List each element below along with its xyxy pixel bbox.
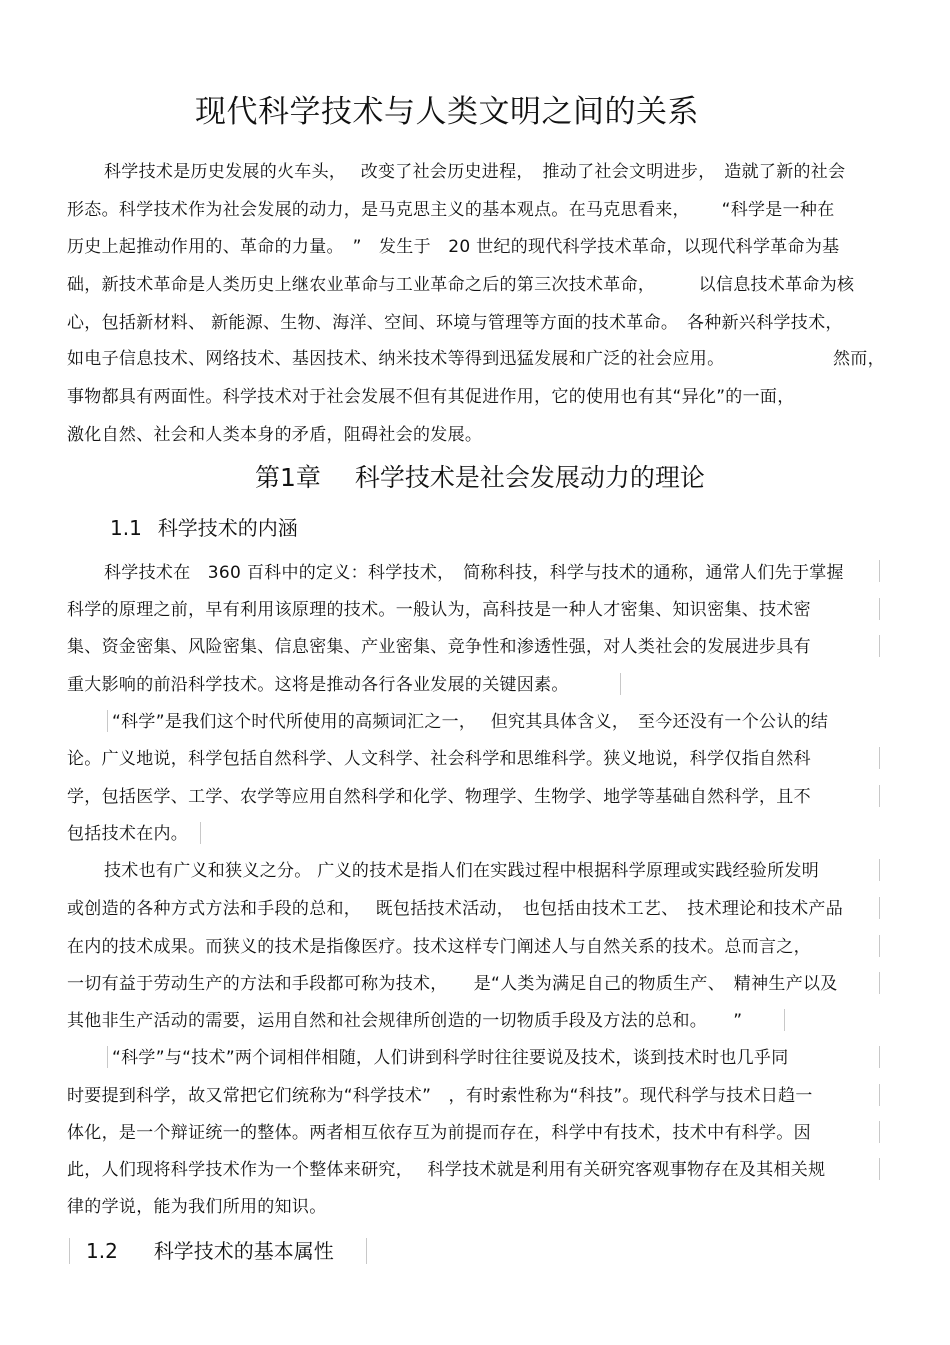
layout-mark — [879, 785, 880, 807]
layout-mark — [879, 859, 880, 881]
paragraph-line: 其他非生产活动的需要，运用自然和社会规律所创造的一切物质手段及方法的总和。 ” — [67, 1011, 743, 1031]
section-heading — [86, 1237, 334, 1265]
intro-line: 激化自然、社会和人类本身的矛盾，阻碍社会的发展。 — [67, 425, 483, 445]
intro-line: 础，新技术革命是人类历史上继农业革命与工业革命之后的第三次技术革命， 以信息技术革命为核 — [67, 275, 855, 295]
layout-mark — [879, 935, 880, 957]
paragraph-line: 重大影响的前沿科学技术。这将是推动各行各业发展的关键因素。 — [67, 675, 569, 695]
layout-mark — [620, 673, 621, 695]
intro-line: 历史上起推动作用的、革命的力量。 ” 发生于 20 世纪的现代科学技术革命，以现代科学革命为基 — [67, 237, 840, 257]
document-title: 现代科学技术与人类文明之间的关系 — [195, 94, 699, 130]
layout-mark — [879, 1084, 880, 1106]
layout-mark — [879, 897, 880, 919]
paragraph-line: 体化，是一个辩证统一的整体。两者相互依存互为前提而存在，科学中有技术，技术中有科学。因 — [67, 1123, 811, 1143]
paragraph-line: 此，人们现将科学技术作为一个整体来研究， 科学技术就是利用有关研究客观事物存在及其相关规 — [67, 1160, 826, 1180]
paragraph-line: “科学”与“技术”两个词相伴相随，人们讲到科学时往往要说及技术，谈到技术时也几乎同 — [112, 1048, 789, 1068]
layout-mark — [879, 635, 880, 657]
paragraph-line: 包括技术在内。 — [67, 824, 189, 844]
paragraph-line: 科学的原理之前，早有利用该原理的技术。一般认为，高科技是一种人才密集、知识密集、技术密 — [67, 600, 811, 620]
paragraph-line: 技术也有广义和狭义之分。 广义的技术是指人们在实践过程中根据科学原理或实践经验所发明 — [104, 861, 820, 881]
paragraph-line: 论。广义地说，科学包括自然科学、人文科学、社会科学和思维科学。狭义地说，科学仅指自然科 — [67, 749, 811, 769]
paragraph-line: 时要提到科学，故又常把它们统称为“科学技术” ，有时索性称为“科技”。现代科学与技术日趋一 — [67, 1086, 813, 1106]
chapter-number: 第1章 — [255, 463, 321, 492]
paragraph-line: 一切有益于劳动生产的方法和手段都可称为技术， 是“人类为满足自己的物质生产、 精神生产以及 — [67, 974, 838, 994]
layout-mark — [366, 1238, 367, 1264]
layout-mark — [879, 1046, 880, 1068]
section-heading — [110, 514, 298, 542]
layout-mark — [200, 822, 201, 844]
paragraph-line: 在内的技术成果。而狭义的技术是指像医疗。技术这样专门阐述人与自然关系的技术。总而言之， — [67, 937, 811, 957]
layout-mark — [879, 972, 880, 994]
section-title: 科学技术的内涵 — [157, 516, 298, 540]
layout-mark — [107, 710, 108, 732]
paragraph-line: 或创造的各种方式方法和手段的总和， 既包括技术活动， 也包括由技术工艺、 技术理论和技术产品 — [67, 899, 844, 919]
chapter-title: 科学技术是社会发展动力的理论 — [354, 463, 705, 492]
layout-mark — [879, 1121, 880, 1143]
layout-mark — [879, 747, 880, 769]
chapter-heading — [255, 461, 705, 495]
intro-line-tail: 然而， — [833, 349, 885, 369]
paragraph-line: 科学技术在 360 百科中的定义：科学技术， 简称科技，科学与技术的通称，通常人们先于掌握 — [104, 563, 844, 583]
intro-line: 如电子信息技术、网络技术、基因技术、纳米技术等得到迅猛发展和广泛的社会应用。 — [67, 349, 725, 369]
section-number: 1.1 — [110, 516, 142, 540]
intro-line: 心，包括新材料、 新能源、生物、海洋、空间、环境与管理等方面的技术革命。 各种新兴科学技术， — [67, 313, 843, 333]
layout-mark — [879, 598, 880, 620]
intro-line: 形态。科学技术作为社会发展的动力，是马克思主义的基本观点。在马克思看来， “科学是一种在 — [67, 200, 835, 220]
intro-line: 科学技术是历史发展的火车头， 改变了社会历史进程， 推动了社会文明进步， 造就了新的社会 — [104, 162, 846, 182]
layout-mark — [784, 1009, 785, 1031]
layout-mark — [107, 1046, 108, 1068]
paragraph-line: 律的学说，能为我们所用的知识。 — [67, 1197, 327, 1217]
layout-mark — [879, 560, 880, 582]
layout-mark — [69, 1238, 70, 1264]
intro-line: 事物都具有两面性。科学技术对于社会发展不但有其促进作用，它的使用也有其“异化”的一面， — [67, 387, 795, 407]
paragraph-line: 学，包括医学、工学、农学等应用自然科学和化学、物理学、生物学、地学等基础自然科学，且不 — [67, 787, 811, 807]
section-number: 1.2 — [86, 1239, 118, 1263]
paragraph-line: “科学”是我们这个时代所使用的高频词汇之一， 但究其具体含义， 至今还没有一个公认的结 — [112, 712, 829, 732]
paragraph-line: 集、资金密集、风险密集、信息密集、产业密集、竞争性和渗透性强，对人类社会的发展进步具有 — [67, 637, 811, 657]
layout-mark — [879, 1158, 880, 1180]
section-title: 科学技术的基本属性 — [153, 1239, 334, 1263]
